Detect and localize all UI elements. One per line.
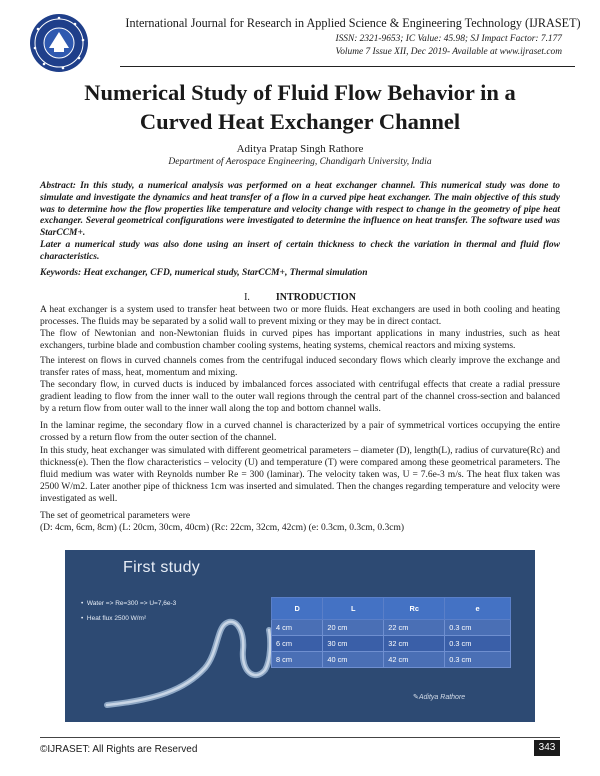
table-header-cell: e (445, 598, 511, 620)
table-cell: 40 cm (323, 652, 384, 668)
paragraph: The interest on flows in curved channels comes from the centrifugal induced secondary flows which clearly improve the exchange and transfer rates of mass, heat, momentum and mixing. (40, 356, 560, 378)
paragraph: The set of geometrical parameters were (40, 511, 191, 521)
paper-title-line-1: Numerical Study of Fluid Flow Behavior in a (84, 80, 516, 105)
slide-author-name: Aditya Rathore (418, 694, 466, 701)
slide-author: ✎Aditya Rathore (413, 694, 466, 701)
table-cell: 4 cm (272, 620, 323, 636)
abstract: Abstract: In this study, a numerical analysis was performed on a heat exchanger channel. This numerical study was done to simulate and investigate the dynamics and heat transfer of a flow in a curved pipe heat exchanger. The main objective of this study was to determine how the flow properties like temperature and velocity change with respect to change in the geometry of pipe heat exchanger. Several geometrical configurations were investigated to determine the influence on heat transfer. The software used was StarCCM+. (40, 181, 560, 239)
study-slide-figure (65, 550, 535, 722)
table-cell: 30 cm (323, 636, 384, 652)
journal-title: International Journal for Research in Applied Science & Engineering Technology (IJRASET) (125, 16, 581, 30)
footer-rule (40, 737, 560, 738)
table-cell: 0.3 cm (445, 620, 511, 636)
table-row (272, 652, 511, 668)
journal-logo (28, 12, 90, 74)
slide-bullet-text: Heat flux 2500 W/m² (86, 615, 147, 622)
author-name: Aditya Pratap Singh Rathore (236, 143, 364, 155)
journal-volume: Volume 7 Issue XII, Dec 2019- Available at www.ijraset.com (335, 47, 562, 57)
table-header-cell: L (323, 598, 384, 620)
section-number: I. (244, 292, 250, 303)
table-cell: 20 cm (323, 620, 384, 636)
abstract-continuation: Later a numerical study was also done using an insert of certain thickness to check the variation in thermal and fluid flow characteristics. (40, 240, 560, 262)
table-row (272, 620, 511, 636)
geometry-parameter-table (271, 597, 511, 668)
table-cell: 22 cm (384, 620, 445, 636)
paragraph: The secondary flow, in curved ducts is induced by imbalanced forces associated with centrifugal effects that create a radial pressure gradient leading to flow from the inner wall to the outer wall regions through the central part of the channel cross-section and balanced by a return flow from outer wall to the inner wall along the top and bottom channel walls. (40, 380, 560, 414)
keywords: Keywords: Heat exchanger, CFD, numerical study, StarCCM+, Thermal simulation (40, 268, 368, 278)
author-affiliation: Department of Aerospace Engineering, Chandigarh University, India (168, 157, 432, 167)
table-header-row (272, 598, 511, 620)
page-number: 343 (534, 740, 560, 756)
table-cell: 32 cm (384, 636, 445, 652)
table-cell: 6 cm (272, 636, 323, 652)
paper-title (40, 78, 560, 136)
paper-title-line-2: Curved Heat Exchanger Channel (139, 109, 461, 134)
table-cell: 0.3 cm (445, 636, 511, 652)
table-cell: 8 cm (272, 652, 323, 668)
paragraph: A heat exchanger is a system used to transfer heat between two or more fluids. Heat exchangers are used in both cooling and heating processes. The fluids may be separated by a solid wall to prevent mixing or they may be in direct contact. (40, 305, 560, 327)
header-rule (120, 66, 575, 67)
slide-bullet-text: Water => Re=300 => U=7,6e-3 (86, 600, 177, 607)
table-cell: 42 cm (384, 652, 445, 668)
parameter-list: (D: 4cm, 6cm, 8cm) (L: 20cm, 30cm, 40cm) (Rc: 22cm, 32cm, 42cm) (e: 0.3cm, 0.3cm, 0.3cm) (40, 523, 405, 533)
journal-issn: ISSN: 2321-9653; IC Value: 45.98; SJ Impact Factor: 7.177 (335, 34, 562, 44)
paragraph: The flow of Newtonian and non-Newtonian fluids in curved pipes has important applications in many industries, such as heat exchangers, turbine blade and combustion chamber cooling systems, heating systems, chemical reactors and mixing systems. (40, 329, 560, 351)
slide-bullet: • Heat flux 2500 W/m² (81, 615, 147, 622)
table-header-cell: Rc (384, 598, 445, 620)
table-row (272, 636, 511, 652)
section-title: INTRODUCTION (275, 292, 356, 303)
slide-title: First study (123, 559, 201, 576)
slide-bullet: • Water => Re=300 => U=7,6e-3 (81, 600, 177, 607)
paragraph: In this study, heat exchanger was simulated with different geometrical parameters – diameter (D), length(L), radius of curvature(Rc) and thickness(e). Then the flow characteristics – velocity (U) and temperature (T) were compared among these geometrical parameters. The fluid medium was water with Reynolds number Re = 300 (laminar). The velocity taken was, U = 7.6e-3 m/s. The heat flux taken was 2500 W/m2. Later another pipe of thickness 1cm was inserted and simulated. Then the changes regarding temperature and velocity were investigated as well. (40, 446, 560, 504)
paragraph: In the laminar regime, the secondary flow in a curved channel is characterized by a pair of symmetrical vortices occupying the entire crossed by a return flow from the outer section of the channel. (40, 421, 560, 443)
table-cell: 0.3 cm (445, 652, 511, 668)
footer-copyright: ©IJRASET: All Rights are Reserved (40, 744, 198, 755)
section-heading (0, 292, 600, 303)
table-header-cell: D (272, 598, 323, 620)
